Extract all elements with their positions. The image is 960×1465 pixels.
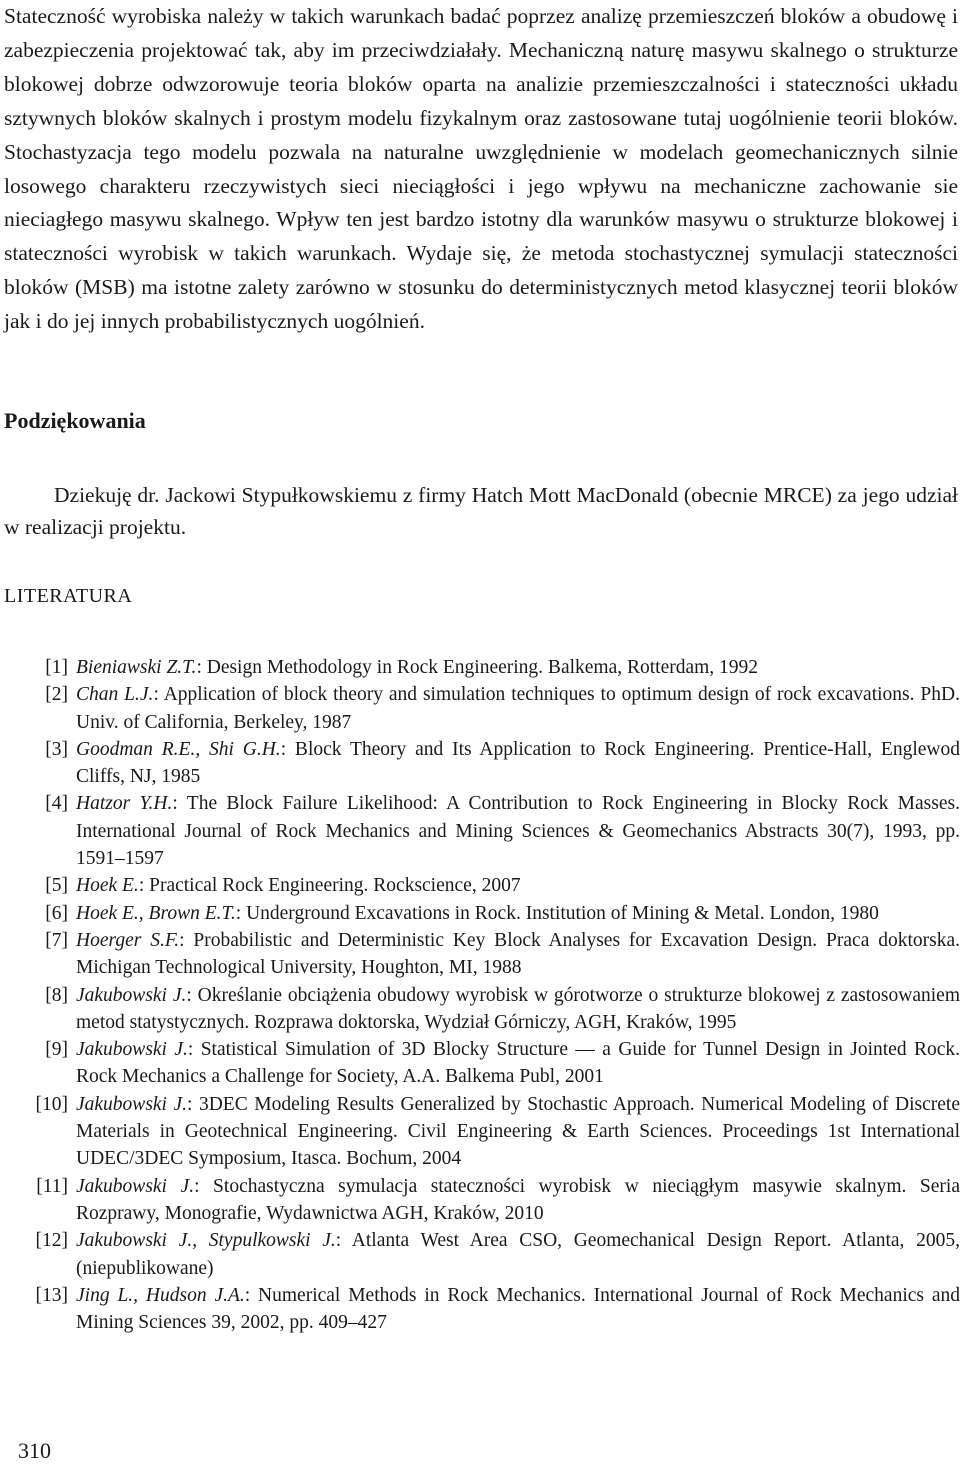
reference-text: : 3DEC Modeling Results Generalized by Stochastic Approach. Numerical Modeling of Discrete Materials in Geotechnical Engineering. Civil Engineering & Earth Sciences. Proceedings 1st International UDEC/3DEC Symposium, Itasca. Bochum, 2004 (76, 1093, 960, 1170)
reference-text: : Design Methodology in Rock Engineering. Balkema, Rotterdam, 1992 (196, 657, 759, 678)
reference-authors: Jakubowski J., Stypulkowski J. (76, 1230, 336, 1252)
body-paragraph: Stateczność wyrobiska należy w takich warunkach badać poprzez analizę przemieszczeń bloków a obudowę i zabezpieczenia projektować tak, aby im przeciwdziałały. Mechaniczną naturę masywu skalnego o strukturze blokowej dobrze odwzorowuje teoria bloków oparta na analizie przemieszczalności i stateczności układu sztywnych bloków skalnych i prostym modelu fizykalnym oraz zastosowane tutaj uogólnienie teorii bloków. Stochastyzacja tego modelu pozwala na naturalne uwzględnienie w modelach geomechanicznych silnie losowego charakteru rzeczywistych sieci nieciągłości i jego wpływu na mechaniczne zachowanie sie nieciagłego masywu skalnego. Wpływ ten jest bardzo istotny dla warunków masywu o strukturze blokowej i stateczności wyrobisk w takich warunkach. Wydaje się, że metoda stochastycznej symulacji stateczności bloków (MSB) ma istotne zalety zarówno w stosunku do deterministycznych metod klasycznej teorii bloków jak i do jej innych probabilistycznych uogólnień. (4, 4, 958, 334)
reference-body (76, 900, 960, 927)
acknowledgements-heading: Podziękowania (4, 408, 146, 433)
reference-item (4, 736, 960, 791)
page-number: 310 (18, 1438, 51, 1463)
reference-authors: Hoek E., Brown E.T. (76, 902, 236, 924)
reference-body (76, 1036, 960, 1091)
reference-authors: Hatzor Y.H. (76, 793, 173, 815)
reference-list (4, 654, 960, 1336)
reference-text: : Underground Excavations in Rock. Institution of Mining & Metal. London, 1980 (235, 902, 879, 924)
reference-body (76, 654, 960, 681)
reference-item (4, 654, 960, 681)
reference-item (4, 1282, 960, 1337)
reference-text: : Block Theory and Its Application to Rock Engineering. Prentice-Hall, Englewod Cliffs, NJ, 1985 (76, 738, 960, 788)
reference-text: : Atlanta West Area CSO, Geomechanical Design Report. Atlanta, 2005, (niepublikowane) (76, 1230, 960, 1279)
reference-text: : Application of block theory and simulation techniques to optimum design of rock excavations. PhD. Univ. of California, Berkeley, 1987 (76, 684, 960, 733)
reference-item (4, 1091, 960, 1173)
reference-body (76, 790, 960, 872)
reference-number: [3] (45, 738, 68, 760)
literature-heading: LITERATURA (4, 585, 133, 607)
reference-text: : Numerical Methods in Rock Mechanics. International Journal of Rock Mechanics and Mining Sciences 39, 2002, pp. 409–427 (76, 1284, 960, 1334)
reference-number: [13] (35, 1284, 68, 1306)
reference-number: [8] (45, 984, 68, 1006)
reference-authors: Jakubowski J. (76, 1093, 188, 1115)
reference-number: [2] (45, 684, 68, 706)
reference-number: [4] (45, 793, 68, 815)
reference-number: [5] (45, 875, 68, 897)
reference-item (4, 872, 960, 899)
reference-authors: Bieniawski Z.T. (76, 657, 197, 678)
reference-text: : Practical Rock Engineering. Rockscience, 2007 (138, 875, 521, 897)
reference-number: [12] (35, 1230, 68, 1252)
reference-authors: Hoek E. (76, 875, 139, 897)
reference-text: : Stochastyczna symulacja stateczności wyrobisk w nieciągłym masywie skalnym. Seria Rozprawy, Monografie, Wydawnictwa AGH, Kraków, 2010 (76, 1175, 960, 1224)
reference-body (76, 736, 960, 791)
reference-body (76, 681, 960, 736)
reference-body (76, 1282, 960, 1337)
reference-body (76, 1091, 960, 1173)
reference-number: [1] (45, 657, 68, 678)
reference-item (4, 790, 960, 872)
reference-authors: Goodman R.E., Shi G.H. (76, 738, 281, 760)
reference-authors: Jakubowski J. (76, 1039, 188, 1061)
reference-text: : Probabilistic and Deterministic Key Block Analyses for Excavation Design. Praca doktorska. Michigan Technological University, Houghton, MI, 1988 (76, 929, 960, 979)
reference-text: : The Block Failure Likelihood: A Contribution to Rock Engineering in Blocky Rock Masses. International Journal of Rock Mechanics and Mining Sciences & Geomechanics Abstracts 30(7), 1993, pp. 1591–1597 (76, 793, 960, 870)
reference-text: : Statistical Simulation of 3D Blocky Structure — a Guide for Tunnel Design in Jointed Rock. Rock Mechanics a Challenge for Society, A.A. Balkema Publ, 2001 (76, 1039, 960, 1088)
reference-authors: Hoerger S.F. (76, 929, 180, 951)
reference-item (4, 982, 960, 1037)
reference-item (4, 681, 960, 736)
acknowledgements-text: Dziekuję dr. Jackowi Stypułkowskiemu z firmy Hatch Mott MacDonald (obecnie MRCE) za jego udział w realizacji projektu. (4, 483, 958, 539)
reference-number: [6] (45, 902, 68, 924)
reference-number: [9] (45, 1039, 68, 1061)
reference-body (76, 982, 960, 1037)
reference-body (76, 1227, 960, 1282)
reference-text: : Określanie obciążenia obudowy wyrobisk w górotworze o strukturze blokowej z zastosowaniem metod statystycznych. Rozprawa doktorska, Wydział Górniczy, AGH, Kraków, 1995 (76, 984, 960, 1033)
reference-number: [7] (45, 929, 68, 951)
reference-item (4, 1036, 960, 1091)
reference-item (4, 1173, 960, 1228)
reference-body (76, 872, 960, 899)
reference-authors: Jing L., Hudson J.A. (76, 1284, 245, 1306)
reference-authors: Jakubowski J. (76, 1175, 195, 1197)
reference-body (76, 927, 960, 982)
reference-number: [10] (35, 1093, 68, 1115)
reference-item (4, 927, 960, 982)
reference-authors: Chan L.J. (76, 684, 154, 706)
reference-item (4, 1227, 960, 1282)
reference-item (4, 900, 960, 927)
reference-number: [11] (36, 1175, 68, 1197)
reference-body (76, 1173, 960, 1228)
reference-authors: Jakubowski J. (76, 984, 187, 1006)
